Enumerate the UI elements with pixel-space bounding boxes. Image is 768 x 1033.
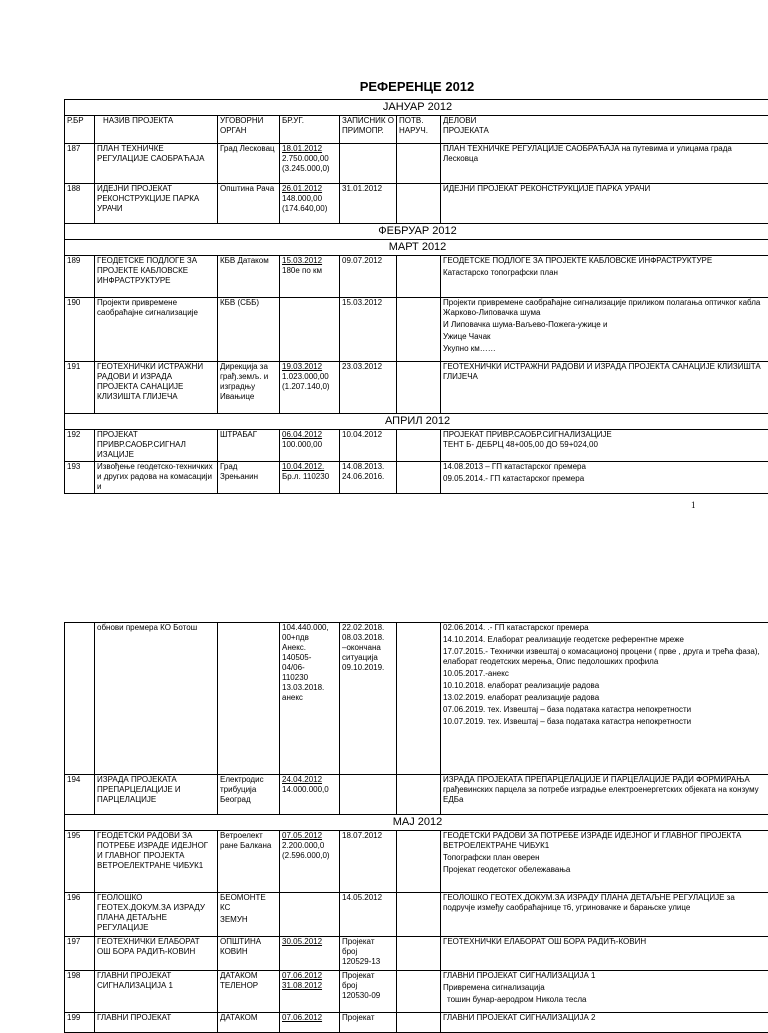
- header-rb: Р.БР: [65, 116, 95, 144]
- contract-date: 26.01.2012: [282, 184, 337, 194]
- cell-delovi: ГЕОТЕХНИЧКИ ИСТРАЖНИ РАДОВИ И ИЗРАДА ПРОЈЕКТА САНАЦИЈЕ КЛИЗИШТА ГЛИЈЕЧА: [441, 362, 768, 414]
- cell-brug: [280, 184, 340, 224]
- header-zapisnik: ЗАПИСНИК О ПРИМОПР.: [340, 116, 397, 144]
- month-label: МАРТ 2012: [65, 240, 768, 256]
- contract-amount-vat: (3.245.000,0): [282, 164, 337, 174]
- cell-potv: [397, 298, 441, 362]
- cell-delovi: [441, 831, 768, 893]
- cell-brug: [280, 362, 340, 414]
- contract-number: Бр.л. 110230: [282, 472, 337, 482]
- contract-date: 18.01.2012: [282, 144, 337, 154]
- cell-zapisnik: [340, 937, 397, 971]
- month-row-may: [65, 815, 768, 831]
- cell-delovi: ИЗРАДА ПРОЈЕКАТА ПРЕПАРЦЕЛАЦИЈЕ И ПАРЦЕЛАЦИЈЕ РАДИ ФОРМИРАЊА грађевинских парцела за потребе изградње електроенергетских објеката на конзуму ЕДБа: [441, 775, 768, 815]
- cell-brug: [280, 775, 340, 815]
- deliverable: ГЛАВНИ ПРОЈЕКАТ СИГНАЛИЗАЦИЈА 1: [443, 971, 768, 981]
- month-row-february: [65, 224, 768, 240]
- contract-date: 15.03.2012: [282, 256, 337, 266]
- annex-label: Анекс.: [282, 643, 337, 653]
- deliverable: 02.06.2014. .- ГП катастарског премера: [443, 623, 768, 633]
- deliverable: 09.05.2014.- ГП катастарског премера: [443, 474, 768, 484]
- cell-brug: [280, 430, 340, 462]
- cell-zapisnik: [340, 623, 397, 775]
- header-naziv: НАЗИВ ПРОЈЕКТА: [95, 116, 218, 144]
- table-row-continued: [65, 623, 768, 775]
- cell-rb: 189: [65, 256, 95, 298]
- cell-brug: [280, 623, 340, 775]
- cell-potv: [397, 1013, 441, 1033]
- deliverable: 10.10.2018. елаборат реализације радова: [443, 681, 768, 691]
- cell-organ: [218, 971, 280, 1013]
- cell-delovi: [441, 256, 768, 298]
- cell-rb: 187: [65, 144, 95, 184]
- cell-rb: [65, 623, 95, 775]
- cell-organ: [218, 623, 280, 775]
- cell-zapisnik: 31.01.2012: [340, 184, 397, 224]
- handover-note: ситуација: [342, 653, 394, 663]
- cell-potv: [397, 893, 441, 937]
- contract-amount: 2.200.000,0: [282, 841, 337, 851]
- header-brug: БР.УГ.: [280, 116, 340, 144]
- cell-organ: [218, 893, 280, 937]
- table-row: [65, 144, 768, 184]
- cell-rb: 194: [65, 775, 95, 815]
- page-number: 1: [691, 500, 696, 510]
- month-row-march: [65, 240, 768, 256]
- cell-naziv: ГЕОТЕХНИЧКИ ЕЛАБОРАТ ОШ БОРА РАДИЋ-КОВИН: [95, 937, 218, 971]
- annex-label: анекс: [282, 693, 337, 703]
- cell-naziv: обнови премера КО Ботош: [95, 623, 218, 775]
- cell-organ: Електродис трибуција Београд: [218, 775, 280, 815]
- contract-amount: 180е по км: [282, 266, 337, 276]
- contract-date: 06.04.2012: [282, 430, 337, 440]
- cell-zapisnik: [340, 775, 397, 815]
- cell-potv: [397, 971, 441, 1013]
- cell-delovi: [441, 623, 768, 775]
- references-table-page-1: [64, 99, 768, 494]
- cell-naziv: ГЛАВНИ ПРОЈЕКАТ: [95, 1013, 218, 1033]
- cell-naziv: Пројекти привремене саобраћајне сигнализације: [95, 298, 218, 362]
- header-organ: УГОВОРНИ ОРГАН: [218, 116, 280, 144]
- cell-organ: Ветроелект ране Балкана: [218, 831, 280, 893]
- handover-date: 22.02.2018.: [342, 623, 394, 633]
- cell-organ: ОПШТИНА КОВИН: [218, 937, 280, 971]
- cell-naziv: ГЕОТЕХНИЧКИ ИСТРАЖНИ РАДОВИ И ИЗРАДА ПРОЈЕКТА САНАЦИЈЕ КЛИЗИШТА ГЛИЈЕЧА: [95, 362, 218, 414]
- cell-rb: 199: [65, 1013, 95, 1033]
- cell-naziv: ГЛАВНИ ПРОЈЕКАТ СИГНАЛИЗАЦИЈА 1: [95, 971, 218, 1013]
- cell-organ: ШТРАБАГ: [218, 430, 280, 462]
- month-label: ФЕБРУАР 2012: [65, 224, 768, 240]
- header-delovi: ДЕЛОВИ ПРОЈЕКАТА: [441, 116, 768, 144]
- cell-organ: КБВ (СББ): [218, 298, 280, 362]
- cell-naziv: ПРОЈЕКАТ ПРИВР.САОБР.СИГНАЛ ИЗАЦИЈЕ: [95, 430, 218, 462]
- annex-date: 13.03.2018.: [282, 683, 337, 693]
- cell-organ: Град Лесковац: [218, 144, 280, 184]
- month-label: МАЈ 2012: [65, 815, 768, 831]
- cell-brug: [280, 937, 340, 971]
- deliverable: Катастарско топографски план: [443, 268, 768, 278]
- cell-naziv: ИЗРАДА ПРОЈЕКАТА ПРЕПАРЦЕЛАЦИЈЕ И ПАРЦЕЛАЦИЈЕ: [95, 775, 218, 815]
- deliverable: ПРОЈЕКАТ ПРИВР.САОБР.СИГНАЛИЗАЦИЈЕ: [443, 430, 768, 440]
- contract-date: 10.04.2012.: [282, 462, 337, 472]
- deliverable: Пројекат геодетског обележавања: [443, 865, 768, 875]
- deliverable: тошин бунар-аеродром Никола тесла: [443, 995, 768, 1005]
- cell-brug: [280, 1013, 340, 1033]
- deliverable: Укупно км……: [443, 344, 768, 354]
- cell-rb: 191: [65, 362, 95, 414]
- cell-potv: [397, 623, 441, 775]
- cell-potv: [397, 775, 441, 815]
- cell-zapisnik: 18.07.2012: [340, 831, 397, 893]
- contract-date: 07.06.2012: [282, 971, 337, 981]
- cell-delovi: ГЕОТЕХНИЧКИ ЕЛАБОРАТ ОШ БОРА РАДИЋ-КОВИН: [441, 937, 768, 971]
- cell-delovi: ПЛАН ТЕХНИЧКЕ РЕГУЛАЦИЈЕ САОБРАЋАЈА на путевима и улицама града Лесковца: [441, 144, 768, 184]
- project-label: Пројекат: [342, 971, 394, 981]
- handover-date: 09.10.2019.: [342, 663, 394, 673]
- deliverable: ГЕОДЕТСКИ РАДОВИ ЗА ПОТРЕБЕ ИЗРАДЕ ИДЕЈНОГ И ГЛАВНОГ ПРОЈЕКТА ВЕТРОЕЛЕКТРАНЕ ЧИБУК1: [443, 831, 768, 851]
- cell-rb: 190: [65, 298, 95, 362]
- deliverable: 10.05.2017.-анекс: [443, 669, 768, 679]
- cell-naziv: ГЕОДЕТСКИ РАДОВИ ЗА ПОТРЕБЕ ИЗРАДЕ ИДЕЈНОГ И ГЛАВНОГ ПРОЈЕКТА ВЕТРОЕЛЕКТРАНЕ ЧИБУК1: [95, 831, 218, 893]
- contract-date: 24.04.2012: [282, 775, 337, 785]
- table-row: [65, 362, 768, 414]
- deliverable: Пројекти привремене саобраћајне сигнализације приликом полагања оптичког кабла Жарково-Липовачка шума: [443, 298, 768, 318]
- handover-note: –окончана: [342, 643, 394, 653]
- deliverable: Топографски план оверен: [443, 853, 768, 863]
- client-city: ЗЕМУН: [220, 915, 277, 925]
- cell-organ: ДАТАКОМ: [218, 1013, 280, 1033]
- cell-organ: Град Зрењанин: [218, 462, 280, 494]
- cell-rb: 195: [65, 831, 95, 893]
- table-row: [65, 775, 768, 815]
- deliverable: 07.06.2019. тех. Извештај – база података катастра непокретности: [443, 705, 768, 715]
- project-number: 120529-13: [342, 957, 394, 967]
- references-table-page-2: [64, 622, 768, 1033]
- month-row-april: [65, 414, 768, 430]
- cell-brug: [280, 971, 340, 1013]
- contract-amount: 100.000,00: [282, 440, 337, 450]
- cell-rb: 188: [65, 184, 95, 224]
- client-name: ТЕЛЕНОР: [220, 981, 277, 991]
- month-label: ЈАНУАР 2012: [65, 100, 768, 116]
- table-row: [65, 256, 768, 298]
- cell-zapisnik: [340, 462, 397, 494]
- cell-delovi: [441, 462, 768, 494]
- cell-organ: Дирекција за грађ.земљ. и изградњу Ивањице: [218, 362, 280, 414]
- project-label: Пројекат: [342, 937, 394, 947]
- contract-amount: 1.023.000,00: [282, 372, 337, 382]
- cell-zapisnik: Пројекат: [340, 1013, 397, 1033]
- annex-number: 110230: [282, 673, 337, 683]
- cell-potv: [397, 256, 441, 298]
- cell-delovi: ГЛАВНИ ПРОЈЕКАТ СИГНАЛИЗАЦИЈА 2: [441, 1013, 768, 1033]
- cell-zapisnik: 14.05.2012: [340, 893, 397, 937]
- cell-rb: 192: [65, 430, 95, 462]
- table-row: [65, 971, 768, 1013]
- handover-date: 14.08.2013.: [342, 462, 394, 472]
- month-label: АПРИЛ 2012: [65, 414, 768, 430]
- project-number: 120530-09: [342, 991, 394, 1001]
- cell-potv: [397, 184, 441, 224]
- deliverable: Привремена сигнализација: [443, 983, 768, 993]
- handover-date: 08.03.2018.: [342, 633, 394, 643]
- deliverable: ТЕНТ Б- ДЕБРЦ 48+005,00 ДО 59+024,00: [443, 440, 768, 450]
- cell-zapisnik: 09.07.2012: [340, 256, 397, 298]
- project-label: број: [342, 981, 394, 991]
- cell-delovi: ИДЕЈНИ ПРОЈЕКАТ РЕКОНСТРУКЦИЈЕ ПАРКА УРАЧИ: [441, 184, 768, 224]
- header-potv: ПОТВ. НАРУЧ.: [397, 116, 441, 144]
- cell-zapisnik: 15.03.2012: [340, 298, 397, 362]
- cell-rb: 196: [65, 893, 95, 937]
- contract-amount-vat: (2.596.000,0): [282, 851, 337, 861]
- cell-naziv: ИДЕЈНИ ПРОЈЕКАТ РЕКОНСТРУКЦИЈЕ ПАРКА УРАЧИ: [95, 184, 218, 224]
- table-row: [65, 430, 768, 462]
- deliverable: 13.02.2019. елаборат реализације радова: [443, 693, 768, 703]
- cell-zapisnik: 10.04.2012: [340, 430, 397, 462]
- table-row: [65, 1013, 768, 1033]
- deliverable: 14.10.2014. Елаборат реализације геодетске референтне мреже: [443, 635, 768, 645]
- cell-zapisnik: 23.03.2012: [340, 362, 397, 414]
- cell-zapisnik: [340, 971, 397, 1013]
- month-row-january: [65, 100, 768, 116]
- table-row: [65, 893, 768, 937]
- contract-date: 19.03.2012: [282, 362, 337, 372]
- deliverable: И Липовачка шума-Ваљево-Пожега-ужице и: [443, 320, 768, 330]
- table-row: [65, 831, 768, 893]
- cell-brug: [280, 256, 340, 298]
- cell-delovi: [441, 430, 768, 462]
- table-row: [65, 298, 768, 362]
- cell-organ: КБВ Датаком: [218, 256, 280, 298]
- contract-amount-vat: (1.207.140,0): [282, 382, 337, 392]
- annex-number: 140505-: [282, 653, 337, 663]
- cell-rb: 193: [65, 462, 95, 494]
- cell-delovi: ГЕОЛОШКО ГЕОТЕХ.ДОКУМ.ЗА ИЗРАДУ ПЛАНА ДЕТАЉНЕ РЕГУЛАЦИЈЕ за подручје између саобраћајнице т6, угриновачке и барањске улице: [441, 893, 768, 937]
- cell-brug: [280, 893, 340, 937]
- cell-brug: [280, 144, 340, 184]
- deliverable: 17.07.2015.- Технички извештај о комасационој процени ( прве , друга и трећа фаза), елаборат геодетских мерења, Опис педолошких профила: [443, 647, 768, 667]
- table-row: [65, 462, 768, 494]
- cell-potv: [397, 937, 441, 971]
- client-name: ДАТАКОМ: [220, 971, 277, 981]
- contract-amount: 104.440.000,: [282, 623, 337, 633]
- cell-potv: [397, 462, 441, 494]
- cell-potv: [397, 831, 441, 893]
- cell-naziv: ГЕОЛОШКО ГЕОТЕХ.ДОКУМ.ЗА ИЗРАДУ ПЛАНА ДЕТАЉНЕ РЕГУЛАЦИЈЕ: [95, 893, 218, 937]
- contract-amount: 14.000.000,0: [282, 785, 337, 795]
- cell-organ: Општина Рача: [218, 184, 280, 224]
- cell-rb: 198: [65, 971, 95, 1013]
- deliverable: 10.07.2019. тех. Извештај – база података катастра непокретности: [443, 717, 768, 727]
- contract-date: 30.05.2012: [282, 937, 337, 947]
- cell-naziv: Извођење геодетско-техничких и других радова на комасацији и: [95, 462, 218, 494]
- cell-naziv: ПЛАН ТЕХНИЧКЕ РЕГУЛАЦИЈЕ САОБРАЋАЈА: [95, 144, 218, 184]
- header-row: [65, 116, 768, 144]
- cell-brug: [280, 298, 340, 362]
- cell-delovi: [441, 298, 768, 362]
- cell-naziv: ГЕОДЕТСКЕ ПОДЛОГЕ ЗА ПРОЈЕКТЕ КАБЛОВСКЕ ИНФРАСТРУКТУРЕ: [95, 256, 218, 298]
- contract-amount: 148.000,00: [282, 194, 337, 204]
- client-name: БЕОМОНТЕ КС: [220, 893, 277, 913]
- cell-rb: 197: [65, 937, 95, 971]
- contract-date: 07.05.2012: [282, 831, 337, 841]
- contract-date: 31.08.2012: [282, 981, 337, 991]
- project-label: број: [342, 947, 394, 957]
- cell-potv: [397, 144, 441, 184]
- deliverable: Ужице Чачак: [443, 332, 768, 342]
- table-row: [65, 184, 768, 224]
- cell-potv: [397, 430, 441, 462]
- cell-brug: [280, 462, 340, 494]
- page-title: РЕФЕРЕНЦЕ 2012: [64, 79, 768, 94]
- contract-date: 07.06.2012: [282, 1013, 337, 1023]
- annex-number: 04/06-: [282, 663, 337, 673]
- cell-potv: [397, 362, 441, 414]
- cell-zapisnik: [340, 144, 397, 184]
- contract-amount: 00+пдв: [282, 633, 337, 643]
- cell-brug: [280, 831, 340, 893]
- contract-amount-vat: (174.640,00): [282, 204, 337, 214]
- handover-date: 24.06.2016.: [342, 472, 394, 482]
- cell-delovi: [441, 971, 768, 1013]
- deliverable: 14.08.2013 – ГП катастарског премера: [443, 462, 768, 472]
- table-row: [65, 937, 768, 971]
- contract-amount: 2.750.000,00: [282, 154, 337, 164]
- deliverable: ГЕОДЕТСКЕ ПОДЛОГЕ ЗА ПРОЈЕКТЕ КАБЛОВСКЕ ИНФРАСТРУКТУРЕ: [443, 256, 768, 266]
